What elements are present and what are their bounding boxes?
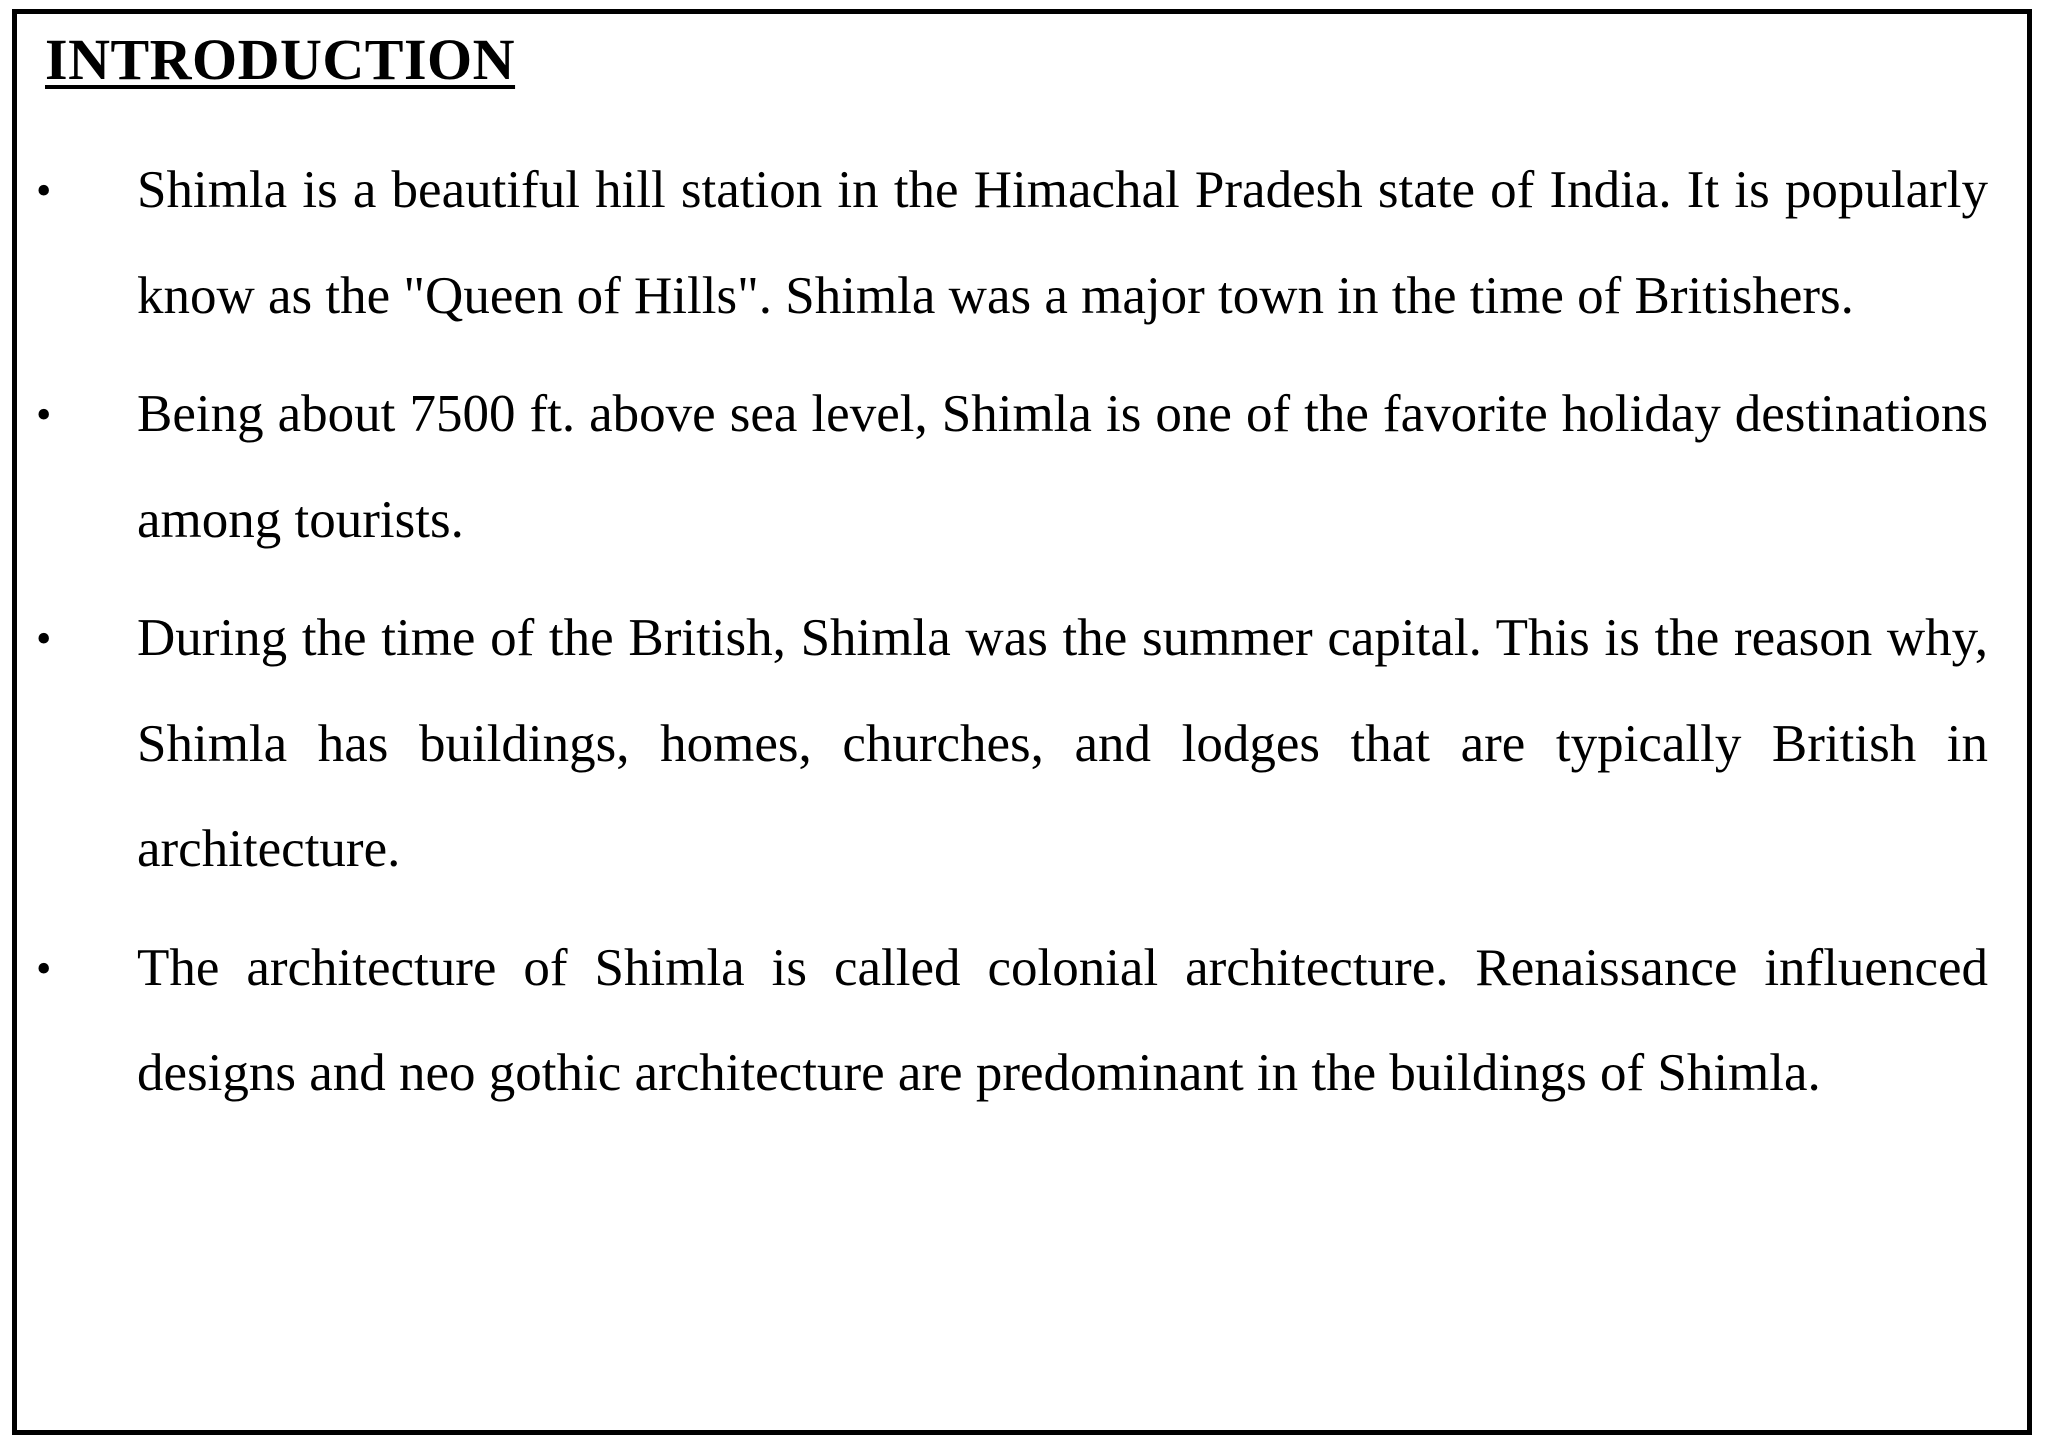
- bullet-text: During the time of the British, Shimla was the summer capital. This is the reason why, Shimla has buildings, homes, churches, and lodges that are typically British in architecture.: [137, 609, 1988, 878]
- bullet-item: [0, 362, 2018, 573]
- bullet-icon: •: [36, 614, 52, 663]
- page-title: INTRODUCTION: [45, 27, 516, 92]
- bullet-text: Being about 7500 ft. above sea level, Shimla is one of the favorite holiday destinations among tourists.: [137, 385, 1988, 549]
- bullet-item: [0, 916, 2018, 1127]
- bullet-icon: •: [36, 166, 52, 215]
- bullet-list: [0, 138, 2048, 1127]
- bullet-icon: •: [36, 390, 52, 439]
- bullet-item: [0, 138, 2018, 349]
- bullet-icon: •: [36, 943, 52, 993]
- bullet-text: Shimla is a beautiful hill station in the Himachal Pradesh state of India. It is popularly know as the "Queen of Hills". Shimla was a major town in the time of Britishers.: [137, 161, 1988, 325]
- bullet-text: The architecture of Shimla is called colonial architecture. Renaissance influenced designs and neo gothic architecture are predominant in the buildings of Shimla.: [137, 938, 1988, 1102]
- bullet-item: [0, 586, 2018, 903]
